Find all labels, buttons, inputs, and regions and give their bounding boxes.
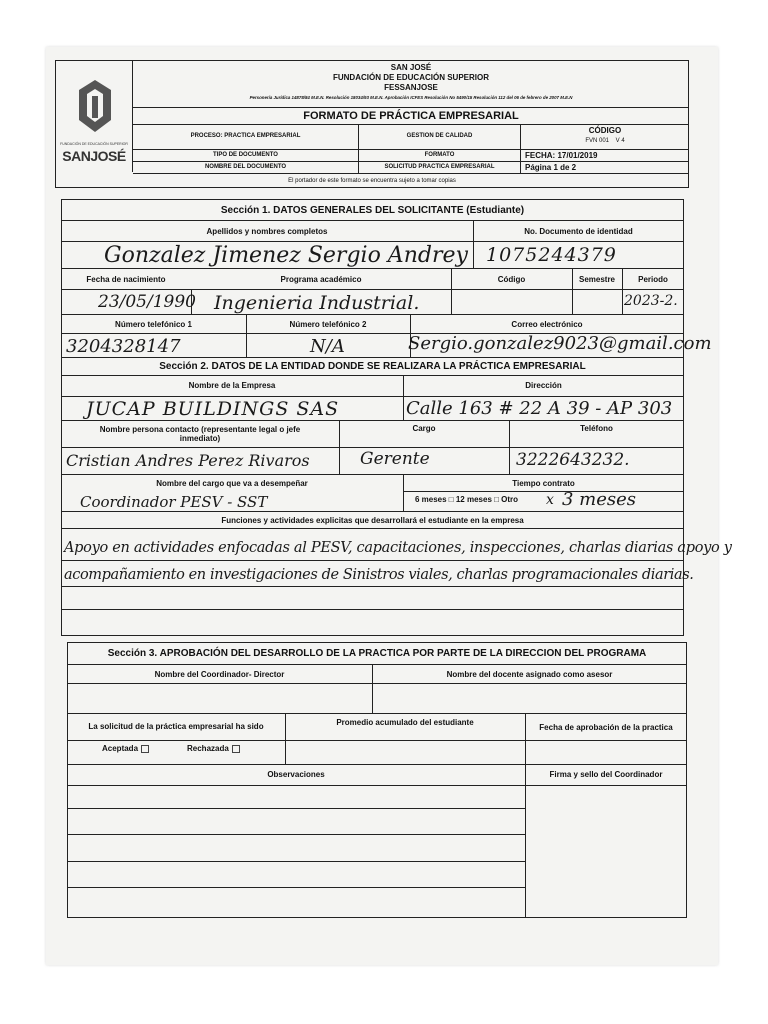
logo-text: SANJOSÉ xyxy=(62,148,126,164)
logo-small-text: FUNDACIÓN DE EDUCACIÓN SUPERIOR xyxy=(60,142,128,146)
documento-value[interactable]: 1075244379 xyxy=(486,244,617,266)
s3-rule-d xyxy=(67,740,687,741)
telefono-value[interactable]: 3222643232. xyxy=(516,450,630,470)
s1-rule-b xyxy=(61,241,684,242)
portador-note: El portador de este formato se encuentra sujeto a tomar copias xyxy=(288,178,456,184)
pagina-cell: Página 1 de 2 xyxy=(521,162,689,174)
docente-input[interactable] xyxy=(373,684,686,713)
rechazada-checkbox[interactable] xyxy=(232,745,240,753)
semestre-label: Semestre xyxy=(578,274,616,284)
tiempo-label: Tiempo contrato xyxy=(512,478,575,488)
nombre-doc-label: NOMBRE DEL DOCUMENTO xyxy=(133,162,359,174)
observaciones-label: Observaciones xyxy=(267,769,325,779)
programa-label: Programa académico xyxy=(280,274,362,284)
legal-line: Personería Jurídica 14878/84 M.E.N. Resolución 18034/93 M.E.N. Aprobación ICFES Resolución No 5490/15 Resolución 112 del 06 de febrero de 2007 M.E.N xyxy=(249,95,573,100)
cargo-desempenar-value[interactable]: Coordinador PESV - SST xyxy=(80,493,268,511)
s2-rule-b xyxy=(61,396,684,397)
periodo-label: Periodo xyxy=(638,274,668,284)
funciones-label: Funciones y actividades explicitas que desarrollará el estudiante en la empresa xyxy=(221,515,524,525)
tel2-label: Número telefónico 2 xyxy=(289,319,367,329)
correo-value[interactable]: Sergio.gonzalez9023@gmail.com xyxy=(408,333,712,354)
promedio-label: Promedio acumulado del estudiante xyxy=(336,717,474,727)
gestion-cell: GESTION DE CALIDAD xyxy=(359,124,521,150)
org-line1: SAN JOSÉ xyxy=(390,63,432,72)
tel1-label: Número telefónico 1 xyxy=(115,319,192,329)
contacto-value[interactable]: Cristian Andres Perez Rivaros xyxy=(66,451,310,470)
s3-vline-b xyxy=(285,713,286,764)
direccion-label: Dirección xyxy=(525,380,562,390)
coordinador-input[interactable] xyxy=(68,684,371,713)
tel1-value[interactable]: 3204328147 xyxy=(66,336,181,357)
section1-title: Sección 1. DATOS GENERALES DEL SOLICITANTE (Estudiante) xyxy=(220,204,525,216)
rechazada-label: Rechazada xyxy=(187,744,229,753)
s1-rule-d xyxy=(61,289,684,290)
apellidos-label: Apellidos y nombres completos xyxy=(206,226,328,236)
s1-vline-doc xyxy=(473,220,474,269)
firma-area[interactable] xyxy=(526,786,686,917)
section3-title: Sección 3. APROBACIÓN DEL DESARROLLO DE LA PRACTICA POR PARTE DE LA DIRECCION DEL PROGRAMA xyxy=(107,647,647,659)
s1-vline-2 xyxy=(572,268,573,314)
s2-vline-a xyxy=(403,375,404,420)
tiempo-options-text: 6 meses □ 12 meses □ Otro xyxy=(415,495,519,504)
fecha-nac-value[interactable]: 23/05/1990 xyxy=(98,292,196,312)
aceptada-option[interactable] xyxy=(102,744,149,753)
nombre-doc-value: SOLICITUD PRACTICA EMPRESARIAL xyxy=(359,162,521,174)
tipo-doc-label: TIPO DE DOCUMENTO xyxy=(133,150,359,162)
direccion-value[interactable]: Calle 163 # 22 A 39 - AP 303 xyxy=(406,398,673,419)
firma-label: Firma y sello del Coordinador xyxy=(549,769,663,779)
rechazada-option[interactable] xyxy=(187,744,240,753)
fecha-nac-label: Fecha de nacimiento xyxy=(86,274,166,284)
periodo-value[interactable]: 2023-2. xyxy=(624,293,678,309)
proceso-cell: PROCESO: PRACTICA EMPRESARIAL xyxy=(133,124,359,150)
tipo-doc-value: FORMATO xyxy=(359,150,521,162)
codigo-label: CÓDIGO xyxy=(588,126,622,135)
s2-rule-k xyxy=(61,609,684,610)
cargo-label: Cargo xyxy=(412,423,436,433)
cargo-value[interactable]: Gerente xyxy=(360,449,430,469)
correo-label: Correo electrónico xyxy=(511,319,583,329)
observaciones-input[interactable] xyxy=(68,786,524,917)
s2-rule-i xyxy=(61,560,684,561)
telefono-label: Teléfono xyxy=(580,423,613,433)
s2-rule-h xyxy=(61,528,684,529)
form-title: FORMATO DE PRÁCTICA EMPRESARIAL xyxy=(303,110,519,122)
s2-rule-j xyxy=(61,586,684,587)
s2-rule-f xyxy=(403,491,684,492)
empresa-label: Nombre de la Empresa xyxy=(188,380,276,390)
aceptada-checkbox[interactable] xyxy=(141,745,149,753)
tel2-value[interactable]: N/A xyxy=(310,336,345,357)
documento-label: No. Documento de identidad xyxy=(524,226,633,236)
apellidos-value[interactable]: Gonzalez Jimenez Sergio Andrey xyxy=(104,243,468,268)
contacto-label: Nombre persona contacto (representante legal o jefe inmediato) xyxy=(99,425,301,443)
org-line2: FUNDACIÓN DE EDUCACIÓN SUPERIOR xyxy=(332,73,489,82)
funciones-line1[interactable]: Apoyo en actividades enfocadas al PESV, capacitaciones, inspecciones, charlas diarias apoyo y xyxy=(64,540,732,556)
s1-vline-3 xyxy=(622,268,623,314)
solicitud-label: La solicitud de la práctica empresarial ha sido xyxy=(88,721,264,731)
section2-title: Sección 2. DATOS DE LA ENTIDAD DONDE SE REALIZARA LA PRÁCTICA EMPRESARIAL xyxy=(159,360,586,372)
logo xyxy=(55,60,133,172)
fecha-cell: FECHA: 17/01/2019 xyxy=(521,150,689,162)
fecha-aprob-label: Fecha de aprobación de la practica xyxy=(539,722,673,732)
cargo-desempenar-label: Nombre del cargo que va a desempeñar xyxy=(156,478,308,488)
docente-label: Nombre del docente asignado como asesor xyxy=(446,669,613,679)
programa-value[interactable]: Ingenieria Industrial. xyxy=(214,292,420,314)
s2-rule-d xyxy=(61,447,684,448)
san-jose-logo-icon xyxy=(75,76,115,136)
empresa-value[interactable]: JUCAP BUILDINGS SAS xyxy=(86,398,340,420)
s1-vline-5 xyxy=(246,314,247,358)
tiempo-value[interactable]: 3 meses xyxy=(562,489,637,510)
funciones-line2[interactable]: acompañamiento en investigaciones de Sinistros viales, charlas programacionales diarias. xyxy=(64,567,694,583)
org-line3: FESSANJOSE xyxy=(384,83,438,92)
coordinador-label: Nombre del Coordinador- Director xyxy=(154,669,285,679)
codigo-label: Código xyxy=(497,274,526,284)
s1-vline-1 xyxy=(451,268,452,314)
aceptada-label: Aceptada xyxy=(102,744,139,753)
codigo-value: FVN 001 V 4 xyxy=(585,138,625,144)
tiempo-mark[interactable]: x xyxy=(546,492,554,508)
codigo-cell xyxy=(521,124,689,150)
s2-vline-d xyxy=(403,474,404,511)
tiempo-options xyxy=(415,493,518,507)
